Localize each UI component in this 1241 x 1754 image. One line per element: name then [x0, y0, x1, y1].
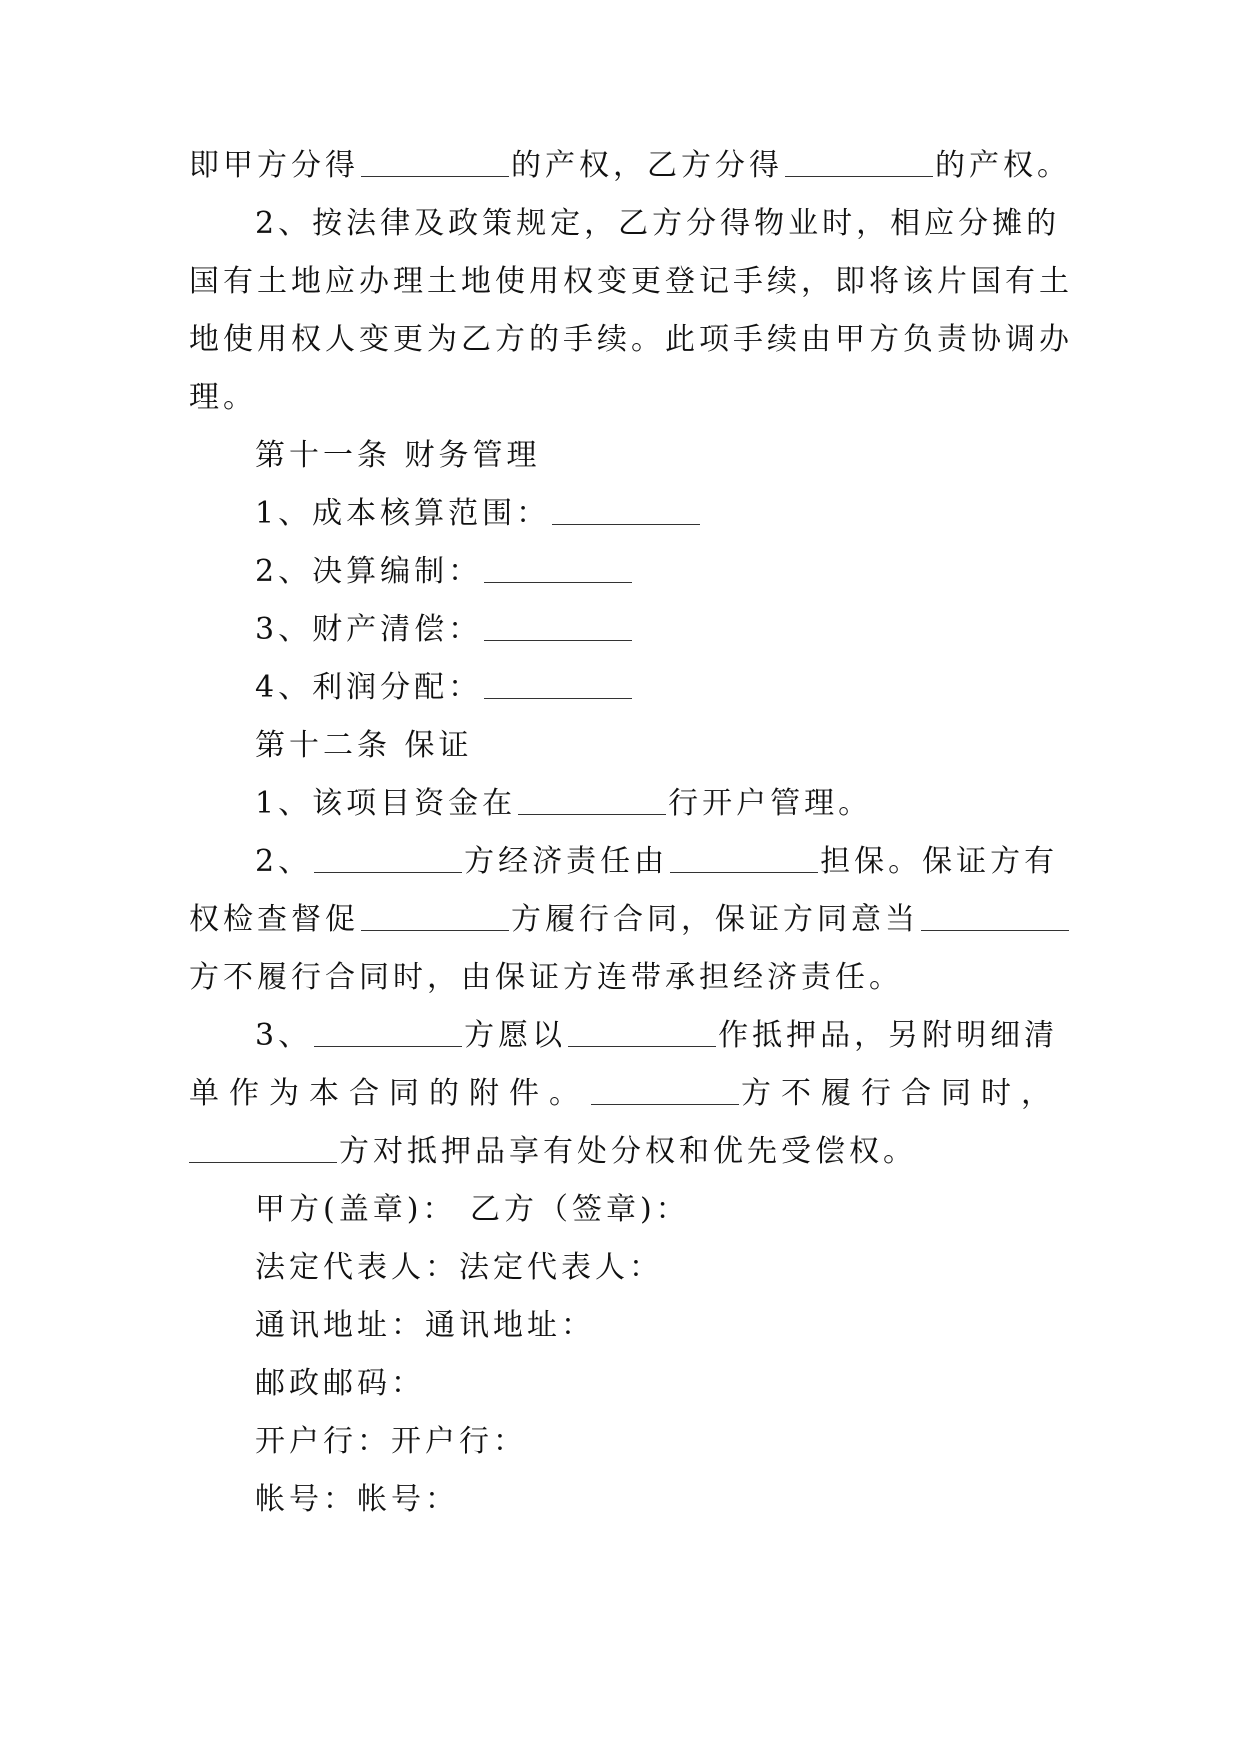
blank-field: [361, 900, 509, 931]
paragraph-line: 理。: [189, 380, 257, 415]
text-span: 担保。保证方有: [820, 844, 1059, 879]
blank-field: [785, 146, 933, 177]
signature-rep: 法定代表人：法定代表人：: [255, 1250, 663, 1285]
paragraph-line: 地使用权人变更为乙方的手续。此项手续由甲方负责协调办: [189, 322, 1073, 357]
item-label: 3、财产清偿：: [255, 612, 483, 647]
text-span: 方经济责任由: [464, 844, 669, 879]
text-span: 作抵押品，另附明细清: [718, 1018, 1059, 1053]
text-span: 方愿以: [464, 1018, 567, 1053]
paragraph-line: 2、按法律及政策规定，乙方分得物业时，相应分摊的: [255, 206, 1061, 241]
text-span: 的产权。: [935, 148, 1071, 183]
blank-field: [568, 1016, 716, 1047]
list-item: [189, 659, 1051, 717]
signature-party: 甲方(盖章)： 乙方（签章)：: [255, 1192, 690, 1227]
text-span: 行开户管理。: [668, 786, 873, 821]
text-span: 即甲方分得: [189, 148, 359, 183]
blank-field: [484, 610, 632, 641]
signature-address: 通讯地址：通讯地址：: [255, 1308, 595, 1343]
blank-field: [314, 842, 462, 873]
article-title: 第十一条 财务管理: [255, 438, 541, 473]
list-item: [189, 601, 1051, 659]
blank-field: [921, 900, 1069, 931]
article-title: 第十二条 保证: [255, 728, 473, 763]
paragraph-line: [189, 1123, 1051, 1181]
document-body: [189, 137, 1073, 1529]
blank-field: [552, 494, 700, 525]
paragraph-line: [189, 1065, 1061, 1123]
item-label: 4、利润分配：: [255, 670, 483, 705]
blank-field: [670, 842, 818, 873]
blank-field: [591, 1074, 739, 1105]
item-label: 2、决算编制：: [255, 554, 483, 589]
paragraph-line: [189, 891, 1051, 949]
text-span: 的产权，乙方分得: [511, 148, 783, 183]
signature-account: 帐号：帐号：: [255, 1482, 459, 1517]
blank-field: [518, 784, 666, 815]
text-span: 3、: [255, 1018, 313, 1053]
blank-field: [314, 1016, 462, 1047]
text-span: 权检查督促: [189, 902, 359, 937]
paragraph-line: 方不履行合同时，由保证方连带承担经济责任。: [189, 960, 903, 995]
text-span: 1、该项目资金在: [255, 786, 517, 821]
item-label: 1、成本核算范围：: [255, 496, 551, 531]
text-span: 方履行合同，保证方同意当: [511, 902, 919, 937]
blank-field: [361, 146, 509, 177]
text-span: 方不履行合同时，: [741, 1076, 1061, 1111]
text-span: 方对抵押品享有处分权和优先受偿权。: [339, 1134, 917, 1169]
text-span: 2、: [255, 844, 313, 879]
list-item: [189, 775, 1051, 833]
signature-postcode: 邮政邮码：: [255, 1366, 425, 1401]
paragraph-line: [189, 1007, 1059, 1065]
paragraph-line: 国有土地应办理土地使用权变更登记手续，即将该片国有土: [189, 264, 1073, 299]
blank-field: [484, 668, 632, 699]
list-item: [189, 485, 1051, 543]
paragraph-line: [189, 833, 1059, 891]
list-item: [189, 543, 1051, 601]
paragraph-line: [189, 137, 1071, 195]
blank-field: [484, 552, 632, 583]
blank-field: [189, 1132, 337, 1163]
text-span: 单作为本合同的附件。: [189, 1076, 589, 1111]
signature-bank: 开户行：开户行：: [255, 1424, 527, 1459]
